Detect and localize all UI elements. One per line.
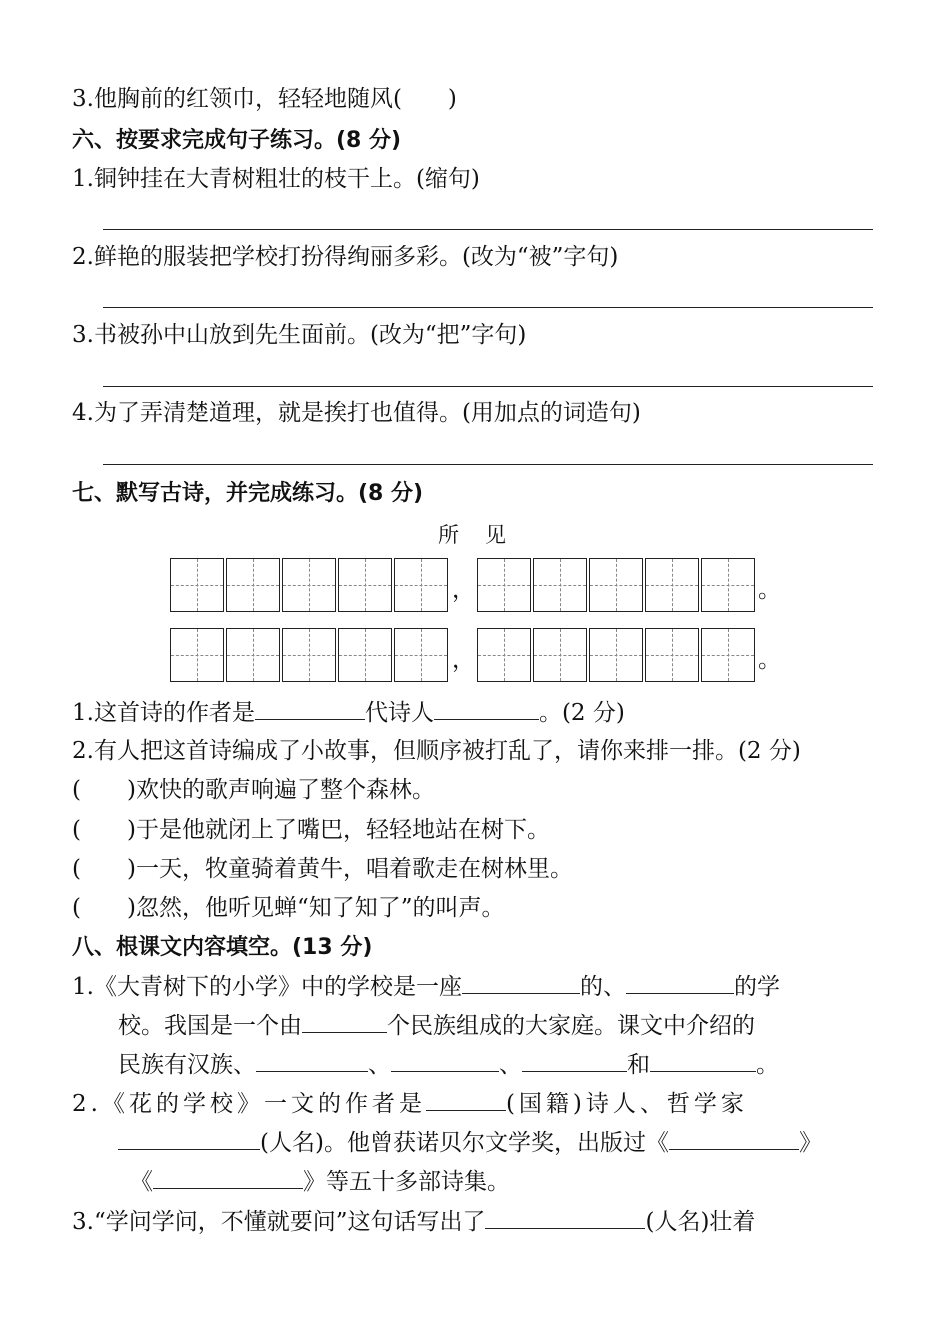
- writing-cell[interactable]: [645, 558, 699, 612]
- writing-cell[interactable]: [226, 558, 280, 612]
- poem-period: 。: [758, 647, 781, 673]
- blank-book[interactable]: [669, 1127, 799, 1150]
- poem-comma: ，: [452, 647, 475, 673]
- order-item[interactable]: ( )欢快的歌声响遍了整个森林。: [72, 777, 435, 803]
- poem-title: 所见: [438, 523, 532, 547]
- poem-grid-row2-left: [170, 628, 450, 682]
- blank[interactable]: [626, 971, 734, 994]
- answer-line-2[interactable]: [103, 307, 873, 308]
- writing-cell[interactable]: [282, 558, 336, 612]
- s8-q3-line1: 3.“学问学问，不懂就要问”这句话写出了 (人名)壮着: [72, 1206, 755, 1237]
- blank-dynasty[interactable]: [255, 697, 365, 720]
- s8-q2-line1: 2.《花的学校》一文的作者是 (国籍)诗人、哲学家: [72, 1088, 748, 1119]
- writing-cell[interactable]: [338, 558, 392, 612]
- blank-poet[interactable]: [434, 697, 539, 720]
- section-8-heading: 八、根课文内容填空。(13 分): [72, 935, 373, 960]
- poem-grid-row1-left: [170, 558, 450, 612]
- s8-q1-line1: 1.《大青树下的小学》中的学校是一座 的、 的学: [72, 971, 780, 1002]
- writing-cell[interactable]: [170, 628, 224, 682]
- s8-q1-line2: 校。我国是一个由 个民族组成的大家庭。课文中介绍的: [118, 1010, 755, 1041]
- s6-item-4: 4.为了弄清楚道理，就是挨打也值得。(用加点的词造句): [72, 400, 641, 426]
- poem-period: 。: [758, 577, 781, 603]
- section-7-heading: 七、默写古诗，并完成练习。(8 分): [72, 481, 424, 506]
- blank-nationality[interactable]: [426, 1088, 506, 1111]
- s6-item-3: 3.书被孙中山放到先生面前。(改为“把”字句): [72, 322, 527, 348]
- s8-q1-line3: 民族有汉族、 、 、 和 。: [118, 1049, 779, 1080]
- writing-cell[interactable]: [477, 558, 531, 612]
- writing-cell[interactable]: [645, 628, 699, 682]
- writing-cell[interactable]: [533, 628, 587, 682]
- s7-question-1: 1.这首诗的作者是 代诗人 。(2 分): [72, 697, 625, 728]
- blank-name[interactable]: [118, 1127, 260, 1150]
- writing-cell[interactable]: [701, 628, 755, 682]
- writing-cell[interactable]: [477, 628, 531, 682]
- order-item[interactable]: ( )于是他就闭上了嘴巴，轻轻地站在树下。: [72, 817, 550, 843]
- answer-line-4[interactable]: [103, 464, 873, 465]
- poem-grid-row1-right: [477, 558, 757, 612]
- blank[interactable]: [462, 971, 580, 994]
- writing-cell[interactable]: [589, 628, 643, 682]
- answer-line-3[interactable]: [103, 386, 873, 387]
- blank[interactable]: [256, 1049, 368, 1072]
- s6-item-2: 2.鲜艳的服装把学校打扮得绚丽多彩。(改为“被”字句): [72, 244, 619, 270]
- poem-comma: ，: [452, 577, 475, 603]
- writing-cell[interactable]: [394, 558, 448, 612]
- blank[interactable]: [650, 1049, 756, 1072]
- writing-cell[interactable]: [282, 628, 336, 682]
- blank[interactable]: [302, 1010, 387, 1033]
- section-6-heading: 六、按要求完成句子练习。(8 分): [72, 128, 402, 153]
- blank[interactable]: [391, 1049, 499, 1072]
- writing-cell[interactable]: [533, 558, 587, 612]
- question-3-top: 3.他胸前的红领巾，轻轻地随风( ): [72, 86, 457, 112]
- order-item[interactable]: ( )一天，牧童骑着黄牛，唱着歌走在树林里。: [72, 856, 573, 882]
- s7-question-2: 2.有人把这首诗编成了小故事，但顺序被打乱了，请你来排一排。(2 分): [72, 738, 801, 764]
- writing-cell[interactable]: [589, 558, 643, 612]
- blank-name[interactable]: [485, 1206, 645, 1229]
- writing-cell[interactable]: [701, 558, 755, 612]
- poem-grid-row2-right: [477, 628, 757, 682]
- s8-q2-line3: 《 》等五十多部诗集。: [130, 1166, 510, 1197]
- s6-item-1: 1.铜钟挂在大青树粗壮的枝干上。(缩句): [72, 166, 480, 192]
- answer-line-1[interactable]: [103, 229, 873, 230]
- s8-q2-line2: (人名)。他曾获诺贝尔文学奖，出版过《 》: [118, 1127, 822, 1158]
- writing-cell[interactable]: [170, 558, 224, 612]
- writing-cell[interactable]: [338, 628, 392, 682]
- order-item[interactable]: ( )忽然，他听见蝉“知了知了”的叫声。: [72, 895, 505, 921]
- writing-cell[interactable]: [394, 628, 448, 682]
- writing-cell[interactable]: [226, 628, 280, 682]
- blank[interactable]: [522, 1049, 627, 1072]
- blank-book[interactable]: [153, 1166, 303, 1189]
